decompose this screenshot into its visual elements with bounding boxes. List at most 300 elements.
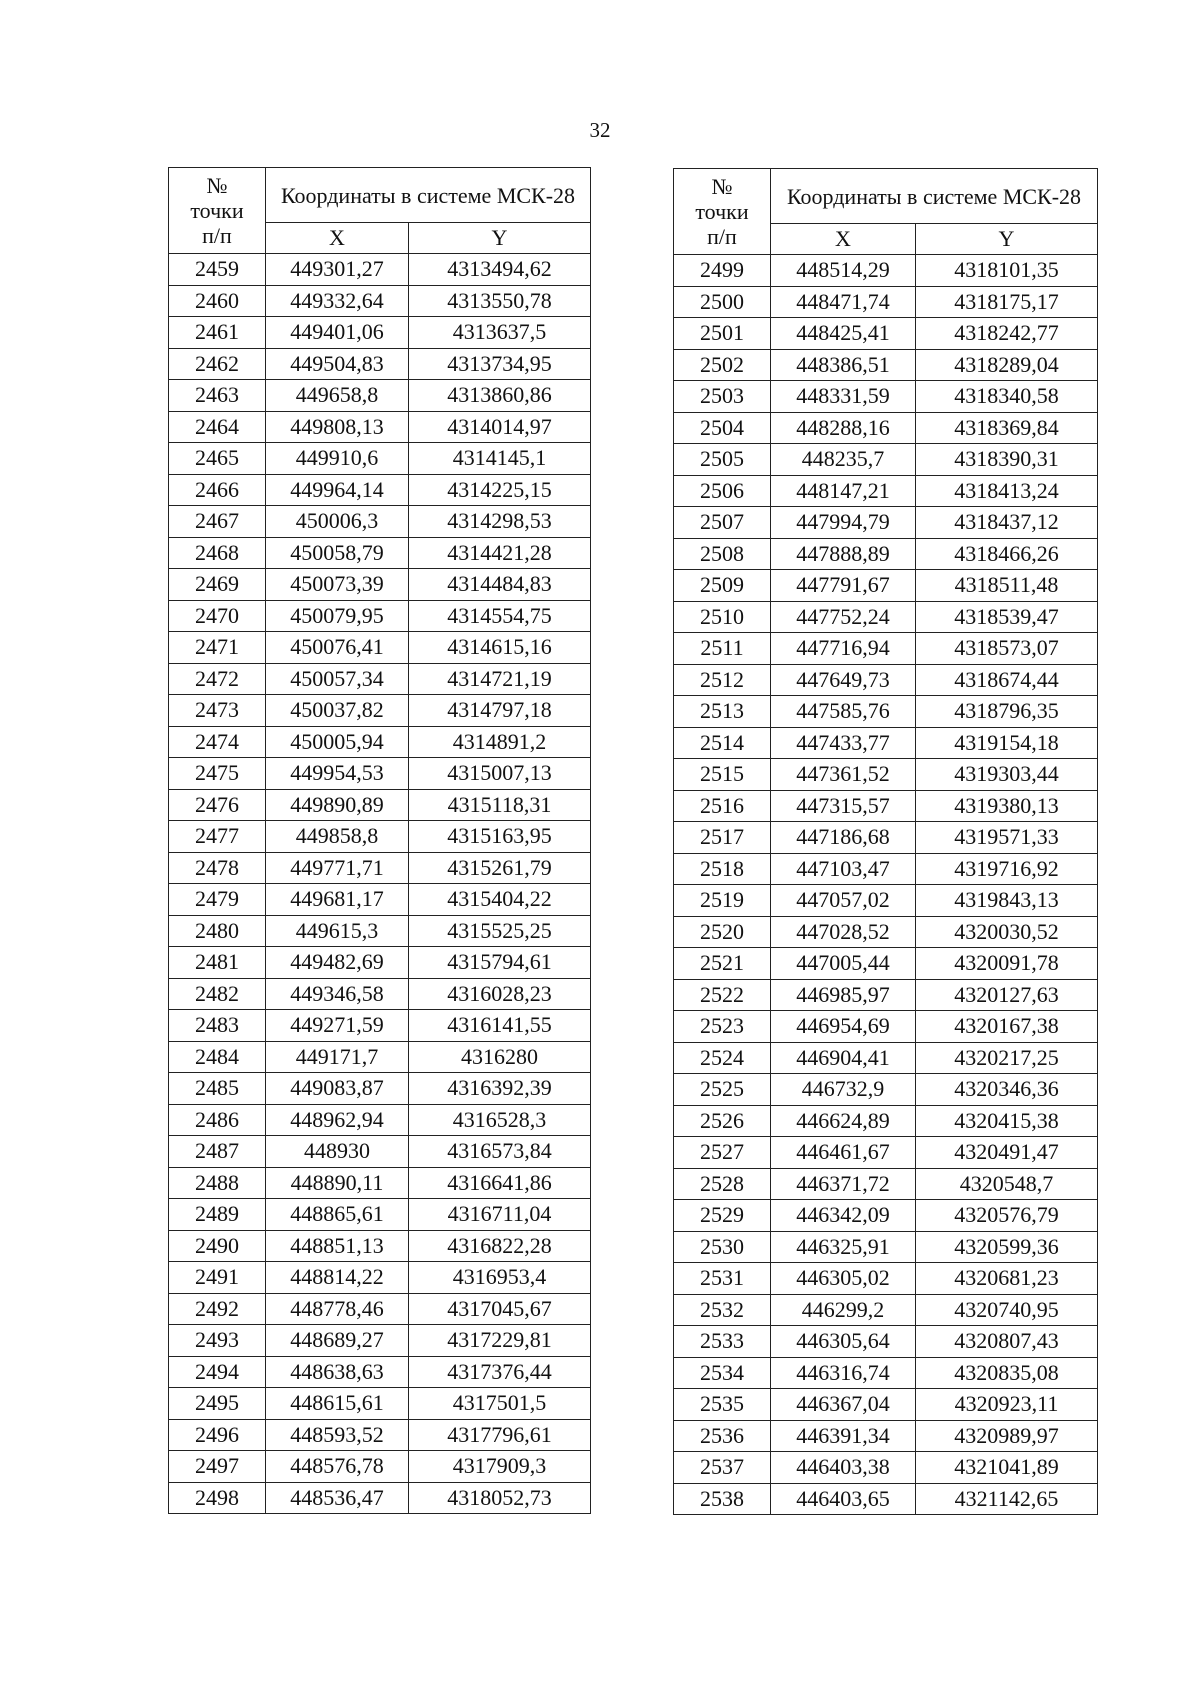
x-coordinate-cell: 450058,79: [266, 537, 409, 569]
y-coordinate-cell: 4315261,79: [409, 852, 591, 884]
x-coordinate-cell: 450006,3: [266, 506, 409, 538]
point-number-cell: 2459: [169, 254, 266, 286]
table-row: [674, 1231, 1098, 1263]
y-coordinate-cell: 4314225,15: [409, 474, 591, 506]
y-coordinate-cell: 4318511,48: [916, 570, 1098, 602]
x-coordinate-cell: 448471,74: [771, 286, 916, 318]
y-coordinate-cell: 4318289,04: [916, 349, 1098, 381]
y-coordinate-cell: 4320835,08: [916, 1357, 1098, 1389]
table-row: [169, 474, 591, 506]
x-coordinate-cell: 447585,76: [771, 696, 916, 728]
point-number-cell: 2528: [674, 1168, 771, 1200]
table-row: [169, 285, 591, 317]
y-coordinate-cell: 4316280: [409, 1041, 591, 1073]
x-coordinate-cell: 447103,47: [771, 853, 916, 885]
x-coordinate-cell: 449808,13: [266, 411, 409, 443]
point-number-cell: 2460: [169, 285, 266, 317]
x-coordinate-cell: 446624,89: [771, 1105, 916, 1137]
point-number-cell: 2534: [674, 1357, 771, 1389]
x-coordinate-cell: 448425,41: [771, 318, 916, 350]
y-coordinate-cell: 4315163,95: [409, 821, 591, 853]
x-coordinate-cell: 448962,94: [266, 1104, 409, 1136]
x-coordinate-cell: 449771,71: [266, 852, 409, 884]
y-coordinate-cell: 4314421,28: [409, 537, 591, 569]
table-row: [674, 381, 1098, 413]
x-coordinate-cell: 449504,83: [266, 348, 409, 380]
table-row: [169, 1230, 591, 1262]
y-coordinate-cell: 4320491,47: [916, 1137, 1098, 1169]
x-coordinate-cell: 449615,3: [266, 915, 409, 947]
x-coordinate-cell: 448386,51: [771, 349, 916, 381]
y-coordinate-cell: 4320548,7: [916, 1168, 1098, 1200]
coordinates-table-left-body: [169, 254, 591, 1514]
y-coordinate-cell: 4319154,18: [916, 727, 1098, 759]
y-coordinate-cell: 4320989,97: [916, 1420, 1098, 1452]
point-number-cell: 2467: [169, 506, 266, 538]
x-coordinate-cell: 448331,59: [771, 381, 916, 413]
y-coordinate-cell: 4314721,19: [409, 663, 591, 695]
point-number-cell: 2472: [169, 663, 266, 695]
y-coordinate-cell: 4313860,86: [409, 380, 591, 412]
y-coordinate-cell: 4321142,65: [916, 1483, 1098, 1515]
x-coordinate-cell: 447649,73: [771, 664, 916, 696]
x-coordinate-cell: 446954,69: [771, 1011, 916, 1043]
table-row: [674, 1074, 1098, 1106]
table-row: [674, 1263, 1098, 1295]
y-coordinate-cell: 4320217,25: [916, 1042, 1098, 1074]
y-coordinate-cell: 4320807,43: [916, 1326, 1098, 1358]
point-number-cell: 2487: [169, 1136, 266, 1168]
table-row: [169, 348, 591, 380]
point-number-cell: 2521: [674, 948, 771, 980]
y-coordinate-cell: 4318052,73: [409, 1482, 591, 1514]
table-row: [169, 758, 591, 790]
coordinates-header: Координаты в системе МСК-28: [266, 168, 591, 223]
table-row: [674, 1326, 1098, 1358]
point-number-header: [674, 169, 771, 255]
point-number-cell: 2516: [674, 790, 771, 822]
y-coordinate-cell: 4320127,63: [916, 979, 1098, 1011]
point-number-cell: 2463: [169, 380, 266, 412]
y-coordinate-cell: 4320415,38: [916, 1105, 1098, 1137]
x-coordinate-cell: 449858,8: [266, 821, 409, 853]
point-number-cell: 2524: [674, 1042, 771, 1074]
point-number-cell: 2537: [674, 1452, 771, 1484]
point-number-cell: 2497: [169, 1451, 266, 1483]
table-row: [169, 884, 591, 916]
table-row: [674, 1420, 1098, 1452]
point-number-cell: 2483: [169, 1010, 266, 1042]
point-number-cell: 2514: [674, 727, 771, 759]
point-number-header-line2: точки: [695, 199, 749, 224]
point-number-cell: 2532: [674, 1294, 771, 1326]
table-row: [674, 475, 1098, 507]
y-coordinate-cell: 4319571,33: [916, 822, 1098, 854]
point-number-cell: 2538: [674, 1483, 771, 1515]
x-coordinate-cell: 448814,22: [266, 1262, 409, 1294]
table-row: [674, 601, 1098, 633]
x-coordinate-cell: 448865,61: [266, 1199, 409, 1231]
table-row: [674, 1137, 1098, 1169]
point-number-cell: 2505: [674, 444, 771, 476]
y-coordinate-cell: 4317229,81: [409, 1325, 591, 1357]
x-coordinate-cell: 450073,39: [266, 569, 409, 601]
x-coordinate-cell: 449681,17: [266, 884, 409, 916]
point-number-cell: 2475: [169, 758, 266, 790]
point-number-cell: 2489: [169, 1199, 266, 1231]
table-row: [674, 885, 1098, 917]
table-row: [169, 695, 591, 727]
table-row: [169, 443, 591, 475]
point-number-cell: 2502: [674, 349, 771, 381]
y-coordinate-cell: 4318101,35: [916, 255, 1098, 287]
table-row: [674, 318, 1098, 350]
table-row: [674, 759, 1098, 791]
point-number-cell: 2526: [674, 1105, 771, 1137]
x-coordinate-cell: 448638,63: [266, 1356, 409, 1388]
y-coordinate-cell: 4318175,17: [916, 286, 1098, 318]
table-row: [674, 349, 1098, 381]
y-coordinate-cell: 4319380,13: [916, 790, 1098, 822]
x-coordinate-cell: 449482,69: [266, 947, 409, 979]
y-coordinate-cell: 4321041,89: [916, 1452, 1098, 1484]
table-row: [169, 632, 591, 664]
point-number-cell: 2512: [674, 664, 771, 696]
point-number-cell: 2486: [169, 1104, 266, 1136]
y-coordinate-cell: 4320167,38: [916, 1011, 1098, 1043]
x-coordinate-cell: 450037,82: [266, 695, 409, 727]
x-coordinate-cell: 448851,13: [266, 1230, 409, 1262]
table-row: [169, 1041, 591, 1073]
point-number-cell: 2522: [674, 979, 771, 1011]
point-number-cell: 2480: [169, 915, 266, 947]
y-coordinate-cell: 4318539,47: [916, 601, 1098, 633]
point-number-cell: 2491: [169, 1262, 266, 1294]
point-number-cell: 2466: [169, 474, 266, 506]
point-number-cell: 2523: [674, 1011, 771, 1043]
y-column-header: Y: [409, 223, 591, 254]
table-row: [674, 664, 1098, 696]
table-row: [674, 286, 1098, 318]
x-coordinate-cell: 449346,58: [266, 978, 409, 1010]
y-coordinate-cell: 4320599,36: [916, 1231, 1098, 1263]
y-coordinate-cell: 4318437,12: [916, 507, 1098, 539]
table-row: [674, 1042, 1098, 1074]
y-coordinate-cell: 4316953,4: [409, 1262, 591, 1294]
y-coordinate-cell: 4314797,18: [409, 695, 591, 727]
point-number-cell: 2499: [674, 255, 771, 287]
point-number-cell: 2479: [169, 884, 266, 916]
table-row: [169, 569, 591, 601]
table-row: [674, 696, 1098, 728]
y-coordinate-cell: 4318466,26: [916, 538, 1098, 570]
y-coordinate-cell: 4318242,77: [916, 318, 1098, 350]
point-number-cell: 2473: [169, 695, 266, 727]
table-row: [169, 1262, 591, 1294]
x-coordinate-cell: 448689,27: [266, 1325, 409, 1357]
x-coordinate-cell: 446305,02: [771, 1263, 916, 1295]
x-coordinate-cell: 446299,2: [771, 1294, 916, 1326]
y-coordinate-cell: 4320740,95: [916, 1294, 1098, 1326]
x-coordinate-cell: 447752,24: [771, 601, 916, 633]
x-coordinate-cell: 450079,95: [266, 600, 409, 632]
point-number-cell: 2490: [169, 1230, 266, 1262]
point-number-cell: 2509: [674, 570, 771, 602]
point-number-cell: 2511: [674, 633, 771, 665]
y-coordinate-cell: 4313734,95: [409, 348, 591, 380]
y-coordinate-cell: 4316141,55: [409, 1010, 591, 1042]
table-row: [674, 1168, 1098, 1200]
x-coordinate-cell: 450005,94: [266, 726, 409, 758]
y-coordinate-cell: 4318340,58: [916, 381, 1098, 413]
y-coordinate-cell: 4320091,78: [916, 948, 1098, 980]
point-number-cell: 2510: [674, 601, 771, 633]
table-row: [674, 1294, 1098, 1326]
point-number-cell: 2496: [169, 1419, 266, 1451]
table-row: [169, 1136, 591, 1168]
y-coordinate-cell: 4316392,39: [409, 1073, 591, 1105]
point-number-cell: 2500: [674, 286, 771, 318]
y-coordinate-cell: 4317796,61: [409, 1419, 591, 1451]
x-column-header: X: [771, 224, 916, 255]
point-number-cell: 2527: [674, 1137, 771, 1169]
y-column-header: Y: [916, 224, 1098, 255]
x-coordinate-cell: 448536,47: [266, 1482, 409, 1514]
x-coordinate-cell: 450076,41: [266, 632, 409, 664]
y-coordinate-cell: 4314554,75: [409, 600, 591, 632]
y-coordinate-cell: 4320346,36: [916, 1074, 1098, 1106]
point-number-cell: 2535: [674, 1389, 771, 1421]
table-row: [169, 380, 591, 412]
point-number-cell: 2518: [674, 853, 771, 885]
point-number-cell: 2464: [169, 411, 266, 443]
x-coordinate-cell: 446342,09: [771, 1200, 916, 1232]
point-number-cell: 2468: [169, 537, 266, 569]
y-coordinate-cell: 4315118,31: [409, 789, 591, 821]
x-coordinate-cell: 446403,38: [771, 1452, 916, 1484]
y-coordinate-cell: 4318573,07: [916, 633, 1098, 665]
table-row: [674, 853, 1098, 885]
x-coordinate-cell: 449658,8: [266, 380, 409, 412]
table-row: [674, 1483, 1098, 1515]
x-coordinate-cell: 448288,16: [771, 412, 916, 444]
table-row: [674, 570, 1098, 602]
table-row: [169, 1356, 591, 1388]
y-coordinate-cell: 4313494,62: [409, 254, 591, 286]
table-row: [674, 1357, 1098, 1389]
table-row: [674, 507, 1098, 539]
table-row: [674, 1452, 1098, 1484]
point-number-cell: 2507: [674, 507, 771, 539]
x-column-header: X: [266, 223, 409, 254]
table-row: [169, 411, 591, 443]
y-coordinate-cell: 4314298,53: [409, 506, 591, 538]
table-row: [169, 1104, 591, 1136]
x-coordinate-cell: 448576,78: [266, 1451, 409, 1483]
point-number-cell: 2474: [169, 726, 266, 758]
table-row: [169, 852, 591, 884]
point-number-cell: 2519: [674, 885, 771, 917]
y-coordinate-cell: 4317501,5: [409, 1388, 591, 1420]
x-coordinate-cell: 449271,59: [266, 1010, 409, 1042]
table-row: [169, 1419, 591, 1451]
y-coordinate-cell: 4314891,2: [409, 726, 591, 758]
table-row: [169, 1293, 591, 1325]
table-row: [169, 600, 591, 632]
table-row: [169, 537, 591, 569]
x-coordinate-cell: 446371,72: [771, 1168, 916, 1200]
point-number-cell: 2477: [169, 821, 266, 853]
x-coordinate-cell: 446367,04: [771, 1389, 916, 1421]
table-row: [169, 978, 591, 1010]
x-coordinate-cell: 449301,27: [266, 254, 409, 286]
x-coordinate-cell: 448147,21: [771, 475, 916, 507]
x-coordinate-cell: 449910,6: [266, 443, 409, 475]
x-coordinate-cell: 447888,89: [771, 538, 916, 570]
table-row: [169, 1167, 591, 1199]
y-coordinate-cell: 4318674,44: [916, 664, 1098, 696]
x-coordinate-cell: 446461,67: [771, 1137, 916, 1169]
table-row: [674, 822, 1098, 854]
y-coordinate-cell: 4315794,61: [409, 947, 591, 979]
table-row: [674, 1011, 1098, 1043]
point-number-header-line3: п/п: [707, 224, 737, 249]
point-number-cell: 2520: [674, 916, 771, 948]
table-row: [169, 726, 591, 758]
y-coordinate-cell: 4318796,35: [916, 696, 1098, 728]
table-row: [169, 317, 591, 349]
x-coordinate-cell: 446325,91: [771, 1231, 916, 1263]
x-coordinate-cell: 447361,52: [771, 759, 916, 791]
y-coordinate-cell: 4316528,3: [409, 1104, 591, 1136]
table-row: [169, 915, 591, 947]
y-coordinate-cell: 4320576,79: [916, 1200, 1098, 1232]
y-coordinate-cell: 4314615,16: [409, 632, 591, 664]
x-coordinate-cell: 449083,87: [266, 1073, 409, 1105]
table-row: [674, 1389, 1098, 1421]
table-row: [674, 412, 1098, 444]
table-row: [169, 254, 591, 286]
table-row: [169, 789, 591, 821]
x-coordinate-cell: 448778,46: [266, 1293, 409, 1325]
table-row: [169, 1451, 591, 1483]
point-number-cell: 2476: [169, 789, 266, 821]
y-coordinate-cell: 4314484,83: [409, 569, 591, 601]
x-coordinate-cell: 447791,67: [771, 570, 916, 602]
point-number-header-line1: №: [206, 173, 228, 198]
y-coordinate-cell: 4315404,22: [409, 884, 591, 916]
point-number-cell: 2506: [674, 475, 771, 507]
x-coordinate-cell: 449401,06: [266, 317, 409, 349]
point-number-header-line3: п/п: [202, 223, 232, 248]
coordinates-table-right: [673, 168, 1098, 1515]
y-coordinate-cell: 4316573,84: [409, 1136, 591, 1168]
x-coordinate-cell: 446305,64: [771, 1326, 916, 1358]
x-coordinate-cell: 447005,44: [771, 948, 916, 980]
point-number-cell: 2484: [169, 1041, 266, 1073]
point-number-cell: 2461: [169, 317, 266, 349]
point-number-cell: 2485: [169, 1073, 266, 1105]
table-row: [169, 1325, 591, 1357]
y-coordinate-cell: 4319716,92: [916, 853, 1098, 885]
x-coordinate-cell: 446316,74: [771, 1357, 916, 1389]
x-coordinate-cell: 447716,94: [771, 633, 916, 665]
point-number-cell: 2492: [169, 1293, 266, 1325]
point-number-header-line2: точки: [190, 198, 244, 223]
table-row: [169, 1199, 591, 1231]
point-number-cell: 2525: [674, 1074, 771, 1106]
table-row: [674, 948, 1098, 980]
x-coordinate-cell: 449171,7: [266, 1041, 409, 1073]
x-coordinate-cell: 449890,89: [266, 789, 409, 821]
x-coordinate-cell: 447994,79: [771, 507, 916, 539]
table-row: [169, 506, 591, 538]
x-coordinate-cell: 448235,7: [771, 444, 916, 476]
y-coordinate-cell: 4316028,23: [409, 978, 591, 1010]
y-coordinate-cell: 4313637,5: [409, 317, 591, 349]
coordinates-table-left: [168, 167, 591, 1514]
y-coordinate-cell: 4314014,97: [409, 411, 591, 443]
y-coordinate-cell: 4316711,04: [409, 1199, 591, 1231]
table-row: [674, 727, 1098, 759]
x-coordinate-cell: 446391,34: [771, 1420, 916, 1452]
table-row: [169, 1073, 591, 1105]
y-coordinate-cell: 4317909,3: [409, 1451, 591, 1483]
point-number-cell: 2536: [674, 1420, 771, 1452]
y-coordinate-cell: 4318390,31: [916, 444, 1098, 476]
x-coordinate-cell: 447186,68: [771, 822, 916, 854]
point-number-cell: 2529: [674, 1200, 771, 1232]
page-number: 32: [589, 118, 611, 142]
point-number-cell: 2494: [169, 1356, 266, 1388]
table-row: [169, 1388, 591, 1420]
point-number-cell: 2481: [169, 947, 266, 979]
table-row: [674, 444, 1098, 476]
point-number-cell: 2465: [169, 443, 266, 475]
y-coordinate-cell: 4318369,84: [916, 412, 1098, 444]
y-coordinate-cell: 4318413,24: [916, 475, 1098, 507]
point-number-cell: 2503: [674, 381, 771, 413]
y-coordinate-cell: 4316641,86: [409, 1167, 591, 1199]
point-number-header: [169, 168, 266, 254]
y-coordinate-cell: 4319843,13: [916, 885, 1098, 917]
table-row: [674, 916, 1098, 948]
table-row: [169, 1482, 591, 1514]
point-number-cell: 2533: [674, 1326, 771, 1358]
point-number-cell: 2470: [169, 600, 266, 632]
table-row: [169, 1010, 591, 1042]
x-coordinate-cell: 446732,9: [771, 1074, 916, 1106]
table-row: [674, 979, 1098, 1011]
table-row: [169, 947, 591, 979]
table-row: [674, 633, 1098, 665]
y-coordinate-cell: 4320030,52: [916, 916, 1098, 948]
point-number-cell: 2469: [169, 569, 266, 601]
y-coordinate-cell: 4316822,28: [409, 1230, 591, 1262]
point-number-cell: 2504: [674, 412, 771, 444]
x-coordinate-cell: 446985,97: [771, 979, 916, 1011]
point-number-cell: 2501: [674, 318, 771, 350]
x-coordinate-cell: 449332,64: [266, 285, 409, 317]
table-row: [674, 790, 1098, 822]
point-number-cell: 2495: [169, 1388, 266, 1420]
y-coordinate-cell: 4314145,1: [409, 443, 591, 475]
point-number-cell: 2493: [169, 1325, 266, 1357]
y-coordinate-cell: 4315525,25: [409, 915, 591, 947]
x-coordinate-cell: 446403,65: [771, 1483, 916, 1515]
x-coordinate-cell: 447433,77: [771, 727, 916, 759]
x-coordinate-cell: 447315,57: [771, 790, 916, 822]
